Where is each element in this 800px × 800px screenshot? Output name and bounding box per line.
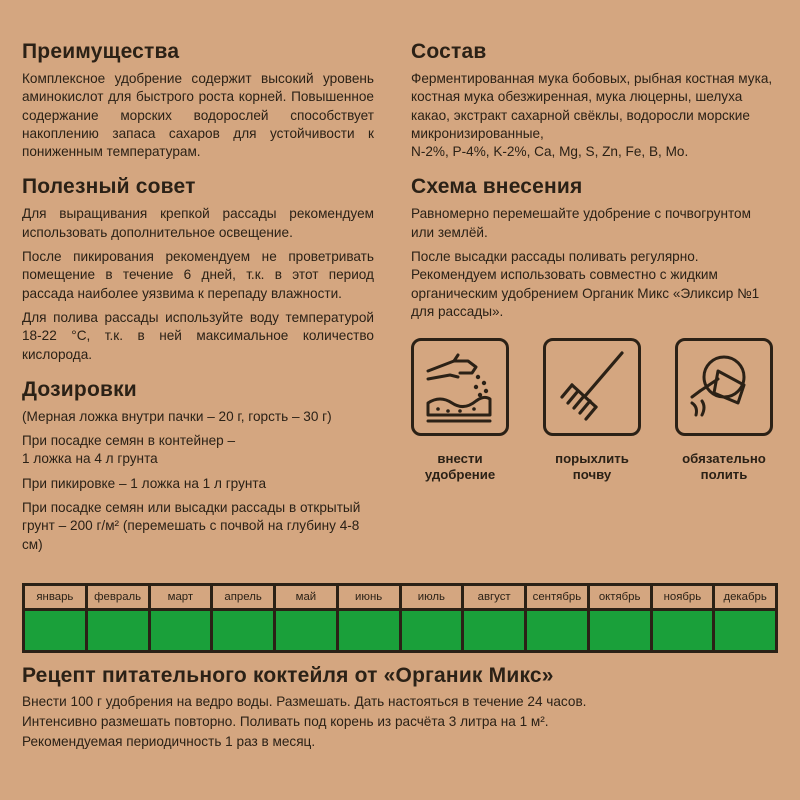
composition-elements: N-2%, P-4%, K-2%, Ca, Mg, S, Zn, Fe, B, Mo. xyxy=(411,144,689,160)
application-calendar xyxy=(22,583,778,653)
dosage-line-2b: 1 ложка на 4 л грунта xyxy=(22,451,158,467)
tip-title: Полезный совет xyxy=(22,175,196,199)
watering-caption: обязательно полить xyxy=(682,451,766,482)
rake-icon xyxy=(543,338,641,436)
calendar-month-4: апрель xyxy=(213,586,273,608)
calendar-month-6: июнь xyxy=(339,586,399,608)
recipe-section xyxy=(22,664,782,752)
advantages-text: Комплексное удобрение содержит высокий уровень аминокислот для быстрого роста корней. Повышенное содержание морских водорослей способствует накоплению запаса сахаров для устойчивости к пониженным температурам. xyxy=(22,71,374,160)
scheme-paragraph-1: Равномерно перемешайте удобрение с почвогрунтом или землёй. xyxy=(411,206,751,240)
composition-text: Ферментированная мука бобовых, рыбная костная мука, костная мука обезжиренная, мука люцерны, шелуха какао, экстракт сахарной свёклы, водоросли морские микронизированные, xyxy=(411,71,773,141)
recipe-line-2: Интенсивно размешать повторно. Поливать под корень из расчёта 3 литра на 1 м². xyxy=(22,714,549,729)
scheme-title: Схема внесения xyxy=(411,175,583,199)
composition-title: Состав xyxy=(411,40,487,63)
calendar-cell-8 xyxy=(464,611,524,650)
calendar-cell-12 xyxy=(715,611,775,650)
calendar-month-8: август xyxy=(464,586,524,608)
calendar-cell-10 xyxy=(590,611,650,650)
calendar-cell-5 xyxy=(276,611,336,650)
calendar-month-5: май xyxy=(276,586,336,608)
watering-can-icon xyxy=(675,338,773,436)
composition-section xyxy=(411,40,777,161)
calendar-month-9: сентябрь xyxy=(527,586,587,608)
calendar-cell-11 xyxy=(653,611,713,650)
tip-section xyxy=(22,175,374,363)
right-column xyxy=(411,40,777,335)
calendar-month-1: январь xyxy=(25,586,85,608)
calendar-cell-7 xyxy=(402,611,462,650)
scheme-paragraph-2: После высадки рассады поливать регулярно. Рекомендуем использовать совместно с жидким органическим удобрением Органик Микс «Эликсир №1 для рассады». xyxy=(411,249,760,319)
calendar-month-10: октябрь xyxy=(590,586,650,608)
calendar-cell-6 xyxy=(339,611,399,650)
calendar-month-7: июль xyxy=(402,586,462,608)
calendar-cell-1 xyxy=(25,611,85,650)
rake-caption: порыхлить почву xyxy=(555,451,629,482)
left-column xyxy=(22,40,374,568)
dosage-title: Дозировки xyxy=(22,377,137,401)
recipe-line-3: Рекомендуемая периодичность 1 раз в месяц. xyxy=(22,734,316,749)
calendar-month-3: март xyxy=(151,586,211,608)
tip-paragraph-1: Для выращивания крепкой рассады рекомендуем использовать дополнительное освещение. xyxy=(22,206,374,240)
fertilizer-caption: внести удобрение xyxy=(424,451,496,482)
application-scheme-icons xyxy=(411,338,777,488)
advantages-section xyxy=(22,40,374,161)
tip-paragraph-2: После пикирования рекомендуем не проветривать помещение в течение 6 дней, т.к. в этот период рассада наиболее уязвима к перепаду влажности. xyxy=(22,249,374,301)
dosage-line-1: (Мерная ложка внутри пачки – 20 г, горсть – 30 г) xyxy=(22,408,332,424)
calendar-cell-2 xyxy=(88,611,148,650)
calendar-month-2: февраль xyxy=(88,586,148,608)
calendar-month-12: декабрь xyxy=(715,586,775,608)
recipe-line-1: Внести 100 г удобрения на ведро воды. Размешать. Дать настояться в течение 24 часов. xyxy=(22,694,587,709)
dosage-line-3: При пикировке – 1 ложка на 1 л грунта xyxy=(22,475,267,491)
fertilizer-icon xyxy=(411,338,509,436)
calendar-month-11: ноябрь xyxy=(653,586,713,608)
tip-paragraph-3: Для полива рассады используйте воду температурой 18-22 °С, т.к. в ней максимальное количество кислорода. xyxy=(22,309,374,362)
dosage-line-4: При посадке семян или высадки рассады в открытый грунт – 200 г/м² (перемешать с почвой на глубину 4-8 см) xyxy=(22,500,361,552)
dosage-line-2a: При посадке семян в контейнер – xyxy=(22,433,236,449)
calendar-cell-3 xyxy=(151,611,211,650)
scheme-section xyxy=(411,175,777,321)
calendar-cell-4 xyxy=(213,611,273,650)
advantages-title: Преимущества xyxy=(22,40,180,63)
recipe-title: Рецепт питательного коктейля от «Органик Микс» xyxy=(22,664,554,687)
calendar-cell-9 xyxy=(527,611,587,650)
dosage-section xyxy=(22,378,374,554)
